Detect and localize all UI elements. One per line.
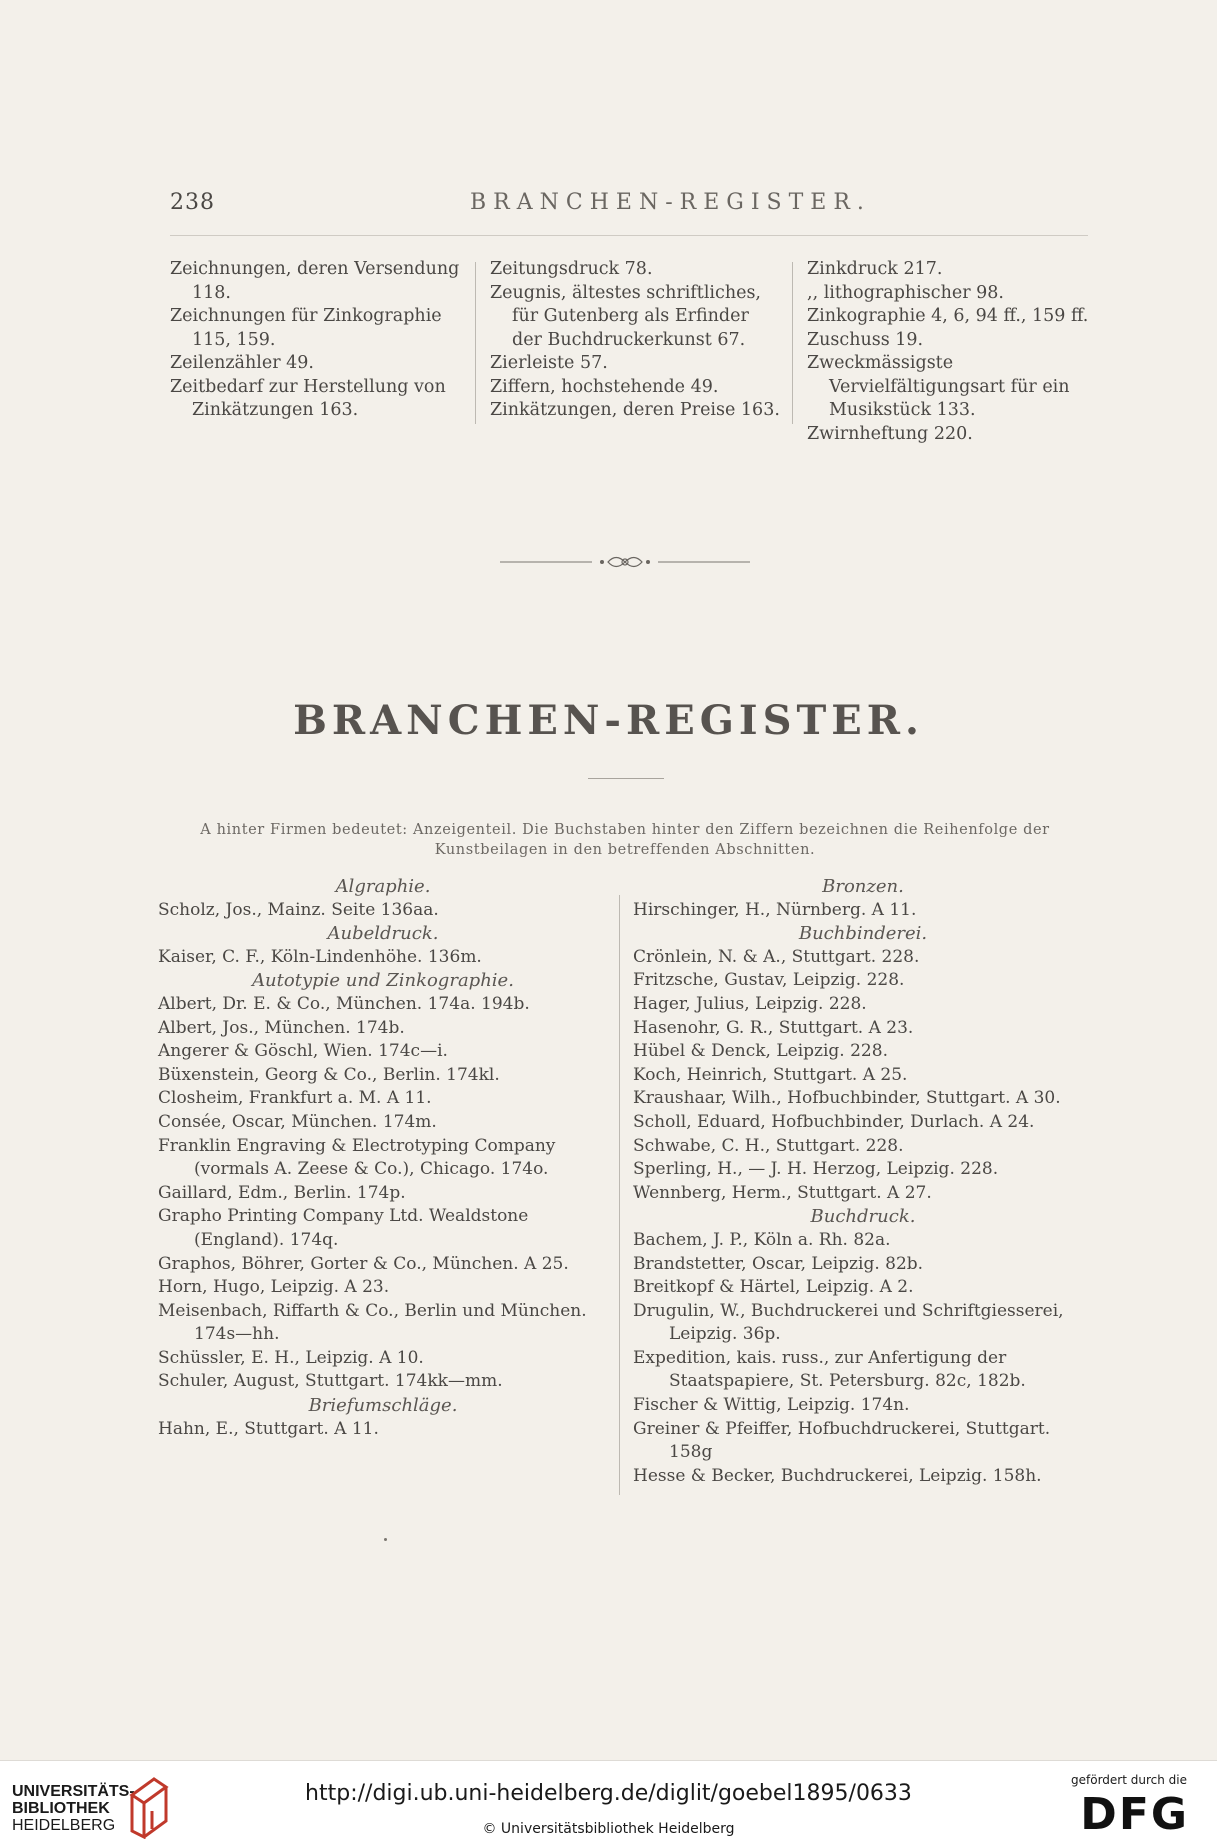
firm-entry: Fritzsche, Gustav, Leipzig. 228. [633,970,905,991]
firm-entry: Kaiser, C. F., Köln-Lindenhöhe. 136m. [158,946,482,967]
index-column-1 [170,258,460,423]
firm-entry: Hübel & Denck, Leipzig. 228. [633,1041,888,1062]
digital-copy-link[interactable]: http://digi.ub.uni-heidelberg.de/diglit/goebel1895/0633 [305,1781,912,1806]
firm-entry: Hasenohr, G. R., Stuttgart. A 23. [633,1017,914,1038]
category-heading: Buchdruck. [810,1206,916,1228]
index-column-3 [807,258,1092,446]
index-entry: Zeichnungen für Zinkographie 115, 159. [170,306,442,350]
page-number: 238 [170,190,215,215]
register-column-left [158,875,608,1441]
firm-entry: Meisenbach, Riffarth & Co., Berlin und München. 174s—hh. [158,1300,587,1345]
index-entry: Zierleiste 57. [490,353,608,373]
firm-entry: Schüssler, E. H., Leipzig. A 10. [158,1347,424,1368]
index-entry: Zeichnungen, deren Versendung 118. [170,259,460,303]
firm-entry: Hirschinger, H., Nürnberg. A 11. [633,899,917,920]
firm-entry: Kraushaar, Wilh., Hofbuchbinder, Stuttgart. A 30. [633,1088,1061,1109]
firm-entry: Scholl, Eduard, Hofbuchbinder, Durlach. A 24. [633,1111,1035,1132]
university-line: UNIVERSITÄTS- [12,1783,135,1800]
category-heading: Buchbinderei. [798,923,928,945]
firm-entry: Breitkopf & Härtel, Leipzig. A 2. [633,1277,914,1298]
firm-entry: Angerer & Göschl, Wien. 174c—i. [158,1041,448,1062]
index-entry: Zweckmässigste Vervielfältigungsart für ein Musikstück 133. [807,353,1070,420]
firm-entry: Hesse & Becker, Buchdruckerei, Leipzig. 158h. [633,1465,1042,1486]
index-entry: Zinkdruck 217. [807,259,943,279]
dfg-logo: DFG [1080,1789,1189,1840]
subject-index-continuation [170,258,1090,444]
section-title: BRANCHEN-REGISTER. [293,697,924,744]
library-footer [0,1760,1217,1847]
index-entry: Ziffern, hochstehende 49. [490,376,719,397]
column-rule [475,262,476,424]
index-entry: Zeitungsdruck 78. [490,259,653,279]
title-rule [588,778,664,779]
firm-entry: Fischer & Wittig, Leipzig. 174n. [633,1395,910,1416]
firm-entry: Schuler, August, Stuttgart. 174kk—mm. [158,1371,503,1392]
column-rule [619,895,620,1495]
section-note: A hinter Firmen bedeutet: Anzeigenteil. Die Buchstaben hinter den Ziffern bezeichnen die Reihenfolge der Kunstbeilagen in den betreffenden Abschnitten. [200,822,1050,858]
copyright-notice: © Universitätsbibliothek Heidelberg [482,1821,735,1837]
column-rule [792,262,793,424]
register-column-right [633,875,1093,1488]
university-line: HEIDELBERG [12,1817,116,1834]
printer-mark [384,1538,387,1541]
firm-entry: Sperling, H., — J. H. Herzog, Leipzig. 228. [633,1159,999,1180]
index-entry: Zeugnis, ältestes schriftliches, für Gutenberg als Erfinder der Buchdruckerkunst 67. [490,282,761,350]
firm-entry: Drugulin, W., Buchdruckerei und Schriftgiesserei, Leipzig. 36p. [633,1300,1064,1345]
index-entry: Zwirnheftung 220. [807,423,973,444]
firm-entry: Grapho Printing Company Ltd. Wealdstone (England). 174q. [158,1206,529,1250]
category-heading: Algraphie. [335,876,431,897]
firm-entry: Graphos, Böhrer, Gorter & Co., München. A 25. [158,1253,569,1274]
firm-entry: Bachem, J. P., Köln a. Rh. 82a. [633,1229,891,1250]
ornament-divider [500,550,750,574]
firm-entry: Hahn, E., Stuttgart. A 11. [158,1418,379,1439]
firm-entry: Crönlein, N. & A., Stuttgart. 228. [633,946,920,967]
firm-entry: Albert, Dr. E. & Co., München. 174a. 194b. [158,993,530,1014]
index-entry: Zeilenzähler 49. [170,353,314,373]
firm-entry: Schwabe, C. H., Stuttgart. 228. [633,1135,904,1156]
running-head [170,190,1090,220]
index-entry: Zinkätzungen, deren Preise 163. [490,400,780,420]
running-title: BRANCHEN-REGISTER. [470,190,871,215]
firm-entry: Expedition, kais. russ., zur Anfertigung der Staatspapiere, St. Petersburg. 82c, 182b. [633,1347,1026,1392]
firm-entry: Brandstetter, Oscar, Leipzig. 82b. [633,1253,924,1274]
category-heading: Bronzen. [822,876,904,897]
firm-entry: Franklin Engraving & Electrotyping Company (vormals A. Zeese & Co.), Chicago. 174o. [158,1135,556,1180]
index-entry: Zinkographie 4, 6, 94 ff., 159 ff. [807,306,1089,326]
firm-entry: Greiner & Pfeiffer, Hofbuchdruckerei, Stuttgart. 158g [633,1418,1051,1463]
trade-register [158,875,1093,1495]
firm-entry: Scholz, Jos., Mainz. Seite 136aa. [158,899,439,920]
index-entry: Zuschuss 19. [807,329,924,350]
university-line: BIBLIOTHEK [12,1800,110,1817]
firm-entry: Albert, Jos., München. 174b. [158,1017,405,1038]
firm-entry: Koch, Heinrich, Stuttgart. A 25. [633,1064,908,1085]
firm-entry: Horn, Hugo, Leipzig. A 23. [158,1277,390,1298]
header-rule [170,235,1088,236]
index-column-2 [490,258,780,423]
firm-entry: Gaillard, Edm., Berlin. 174p. [158,1182,406,1203]
firm-entry: Wennberg, Herm., Stuttgart. A 27. [633,1182,932,1203]
firm-entry: Hager, Julius, Leipzig. 228. [633,993,867,1014]
category-heading: Aubeldruck. [327,923,439,945]
firm-entry: Büxenstein, Georg & Co., Berlin. 174kl. [158,1064,500,1085]
category-heading: Briefumschläge. [308,1395,458,1417]
firm-entry: Closheim, Frankfurt a. M. A 11. [158,1088,432,1109]
firm-entry: Consée, Oscar, München. 174m. [158,1111,437,1132]
index-entry: ,, lithographischer 98. [807,282,1004,303]
funded-by-label: gefördert durch die [1071,1773,1187,1787]
category-heading: Autotypie und Zinkographie. [252,970,514,992]
index-entry: Zeitbedarf zur Herstellung von Zinkätzungen 163. [170,376,446,420]
